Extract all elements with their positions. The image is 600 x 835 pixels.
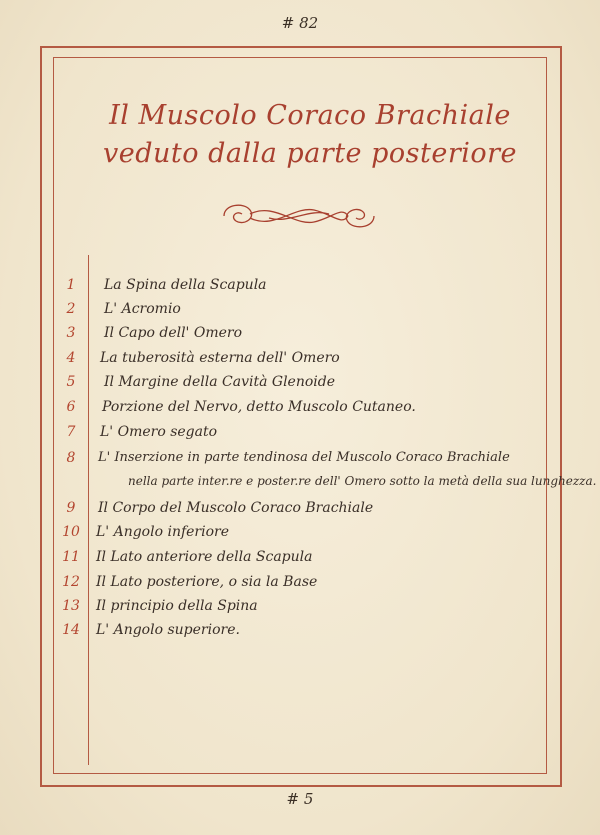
legend-number: 3	[66, 325, 76, 341]
legend-text: Il Lato anteriore della Scapula	[96, 549, 313, 565]
legend-text: Il principio della Spina	[96, 598, 258, 614]
legend-number: 12	[62, 574, 80, 590]
legend-number: 2	[66, 301, 76, 317]
legend-number: 1	[66, 277, 76, 293]
number-column-rule	[88, 255, 89, 765]
legend-number: 9	[66, 500, 76, 516]
page-title: Il Muscolo Coraco Brachiale	[109, 100, 511, 131]
legend-text: Il Corpo del Muscolo Coraco Brachiale	[98, 500, 374, 516]
legend-text: L' Angolo inferiore	[96, 524, 230, 540]
calligraphic-flourish-ornament	[214, 196, 384, 236]
legend-text: Il Lato posteriore, o sia la Base	[96, 574, 318, 590]
legend-text: L' Inserzione in parte tendinosa del Muscolo Coraco Brachiale	[98, 450, 510, 465]
legend-number: 11	[62, 549, 80, 565]
legend-number: 6	[66, 399, 76, 415]
legend-text: Il Capo dell' Omero	[104, 325, 243, 341]
legend-number: 5	[66, 374, 76, 390]
legend-text: L' Acromio	[104, 301, 181, 317]
legend-number: 14	[62, 622, 80, 638]
page-subtitle: veduto dalla parte posteriore	[102, 138, 518, 169]
legend-text: Il Margine della Cavità Glenoide	[104, 374, 336, 390]
legend-text: Porzione del Nervo, detto Muscolo Cutaneo.	[102, 399, 416, 415]
legend-text: L' Angolo superiore.	[96, 622, 240, 638]
legend-text: L' Omero segato	[100, 424, 218, 440]
legend-number: 4	[66, 350, 76, 366]
legend-text: La Spina della Scapula	[104, 277, 267, 293]
legend-text: La tuberosità esterna dell' Omero	[100, 350, 340, 366]
legend-text-continuation: nella parte inter.re e poster.re dell' Omero sotto la metà della sua lunghezza.	[128, 474, 597, 488]
folio-number-bottom: # 5	[286, 790, 314, 808]
folio-number-top: # 82	[281, 14, 319, 32]
legend-number: 10	[62, 524, 80, 540]
legend-number: 7	[66, 424, 76, 440]
legend-number: 8	[66, 450, 76, 466]
legend-number: 13	[62, 598, 80, 614]
